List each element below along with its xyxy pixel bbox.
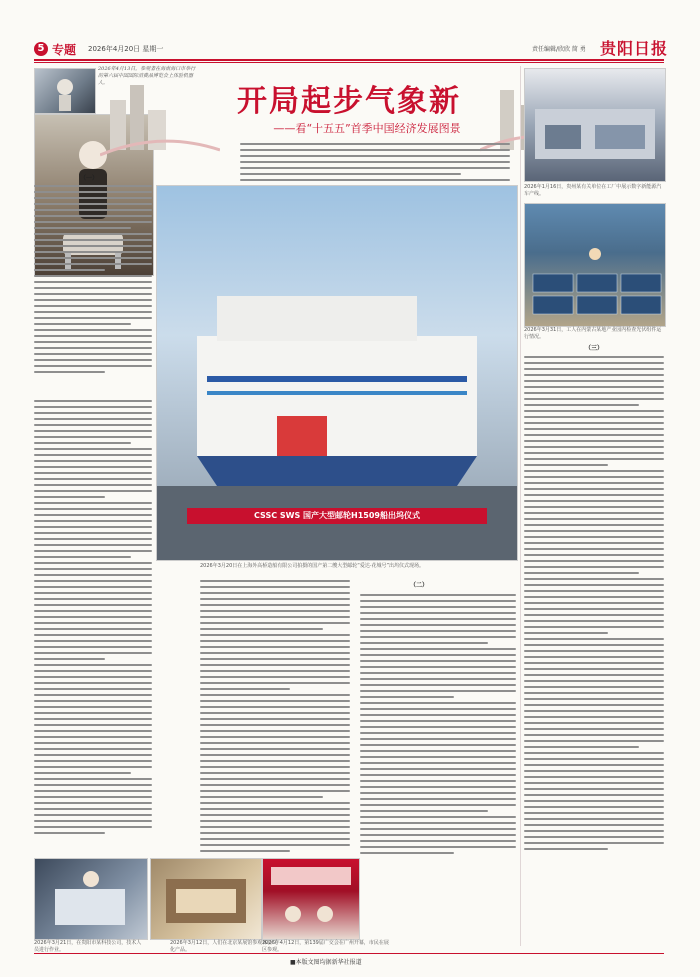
mid-column-text-a — [200, 580, 350, 852]
canton-fair-photo — [262, 858, 360, 940]
section-two-heading: （二） — [410, 582, 429, 589]
mid-column-text-b — [360, 594, 516, 854]
canton-fair-caption: 2026年4月12日，第139届广交会在广州开幕，市民在展区参观。 — [262, 940, 389, 953]
main-headline: 开局起步气象新 — [237, 84, 461, 119]
footer-credit: ■本版文图均据新华社报道 — [290, 959, 362, 966]
page-number-badge: 5 — [34, 42, 48, 56]
culture-expo-caption: 2026年3月12日，人们在北京某展馆参观体验文化产品。 — [170, 940, 278, 953]
factory-art — [525, 69, 665, 181]
culture-expo-art — [151, 859, 261, 939]
tech-company-art — [35, 859, 147, 939]
section-three-heading: （三） — [585, 345, 604, 352]
right-column-text — [524, 356, 664, 850]
tech-company-photo — [34, 858, 148, 940]
robot-expo-caption-side: 2026年4月13日，参观者在海南海口市举行的第六届中国国际消费品博览会上体验机器人。 — [98, 66, 196, 86]
solar-caption: 2026年3月31日，工人在内蒙古某地产业园内检查光伏组件运行情况。 — [524, 327, 662, 340]
column-divider — [520, 66, 521, 946]
tech-company-caption: 2026年3月21日，在贵阳市某科技公司，技术人员进行作业。 — [34, 940, 142, 953]
headline-deco-left — [100, 70, 220, 165]
canton-fair-art — [263, 859, 359, 939]
robot-expo-photo — [34, 68, 96, 114]
issue-date: 2026年4月20日 星期一 — [88, 45, 164, 53]
sub-headline: ——看“十五五”首季中国经济发展图景 — [273, 122, 461, 135]
header-rule — [34, 59, 664, 61]
editors-credit: 责任编辑/欣欣 简 勇 — [532, 46, 586, 53]
cruise-ship-photo — [156, 185, 518, 561]
ship-ceremony-banner: CSSC SWS 国产大型邮轮H1509船出坞仪式 — [187, 508, 487, 524]
cruise-ship-art — [157, 186, 517, 560]
cruise-ship-caption: 2026年3月20日在上海外高桥造船有限公司拍摄的国产第二艘大型邮轮“爱达·花城号”出坞仪式现场。 — [200, 563, 425, 569]
section-title: 专题 — [52, 43, 77, 57]
factory-photo — [524, 68, 666, 182]
solar-photo — [524, 203, 666, 327]
robot-photo-art — [35, 69, 95, 113]
newspaper-logo: 贵阳日报 — [600, 39, 669, 58]
culture-expo-photo — [150, 858, 262, 940]
left-column-text-b — [34, 400, 152, 834]
footer-rule — [34, 953, 664, 954]
left-column-text-a — [34, 185, 152, 373]
solar-art — [525, 204, 665, 326]
header-rule-thin — [34, 62, 664, 63]
factory-caption: 2026年1月16日，贵州某有关单位在工厂中展示数字新能源汽车产线。 — [524, 184, 662, 197]
section-one-heading: （一） — [80, 175, 99, 182]
